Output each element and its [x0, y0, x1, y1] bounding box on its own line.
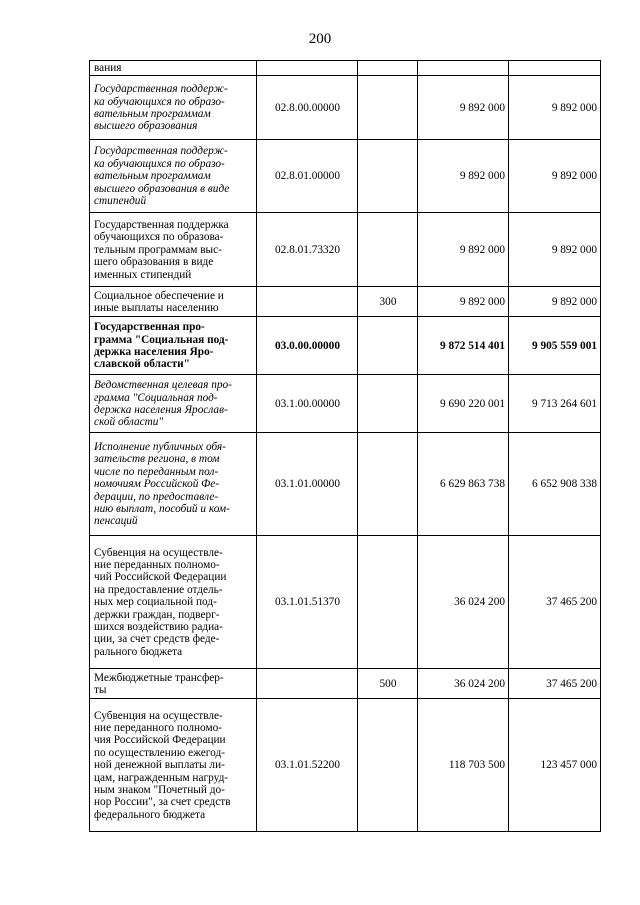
row-code-cell: 03.1.01.51370 [257, 536, 358, 669]
row-amount-2-cell: 9 713 264 601 [509, 375, 601, 433]
row-amount-2-cell: 123 457 000 [509, 699, 601, 832]
table-row [90, 76, 601, 140]
row-amount-2-cell: 6 652 908 338 [509, 433, 601, 536]
table-row [90, 317, 601, 375]
row-amount-2-cell: 9 892 000 [509, 140, 601, 213]
row-amount-1-cell: 9 892 000 [418, 76, 509, 140]
table-row [90, 699, 601, 832]
row-amount-1-cell: 9 690 220 001 [418, 375, 509, 433]
budget-table [89, 60, 601, 832]
row-name-cell: Государственная поддерж- ка обучающихся по образо- вательным программам высшего образования в виде стипендий [90, 140, 257, 213]
row-name-cell: Государственная поддержка обучающихся по образова- тельным программам выс- шего образования в виде именных стипендий [90, 213, 257, 287]
row-code-cell: 03.1.00.00000 [257, 375, 358, 433]
row-code-cell: 02.8.00.00000 [257, 76, 358, 140]
table-row [90, 287, 601, 317]
row-code-cell: 03.0.00.00000 [257, 317, 358, 375]
row-amount-1-cell: 36 024 200 [418, 669, 509, 699]
row-code-cell: 02.8.01.00000 [257, 140, 358, 213]
row-type-cell [358, 213, 418, 287]
row-type-cell [358, 536, 418, 669]
row-type-cell: 300 [358, 287, 418, 317]
row-code-cell: 03.1.01.52200 [257, 699, 358, 832]
row-amount-2-cell: 9 905 559 001 [509, 317, 601, 375]
row-amount-1-cell: 9 892 000 [418, 213, 509, 287]
table-row [90, 140, 601, 213]
row-amount-2-cell [509, 61, 601, 76]
row-name-cell: Социальное обеспечение и иные выплаты населению [90, 287, 257, 317]
row-name-cell: вания [90, 61, 257, 76]
table-row [90, 433, 601, 536]
page-number: 200 [308, 31, 332, 47]
row-amount-2-cell: 37 465 200 [509, 536, 601, 669]
row-name-cell: Субвенция на осуществле- ние переданного полномо- чия Российской Федерации по осуществлению ежегод- ной денежной выплаты ли- цам, награжденным нагруд- ным знаком "Почетный до- нор России", за счет средств федерального бюджета [90, 699, 257, 832]
row-code-cell [257, 287, 358, 317]
row-name-cell: Государственная про- грамма "Социальная под- держка населения Яро- славской области" [90, 317, 257, 375]
row-type-cell: 500 [358, 669, 418, 699]
row-name-cell: Государственная поддерж- ка обучающихся по образо- вательным программам высшего образования [90, 76, 257, 140]
row-type-cell [358, 140, 418, 213]
row-code-cell [257, 61, 358, 76]
row-type-cell [358, 61, 418, 76]
table-row [90, 669, 601, 699]
row-amount-2-cell: 9 892 000 [509, 213, 601, 287]
row-amount-1-cell: 9 892 000 [418, 287, 509, 317]
row-type-cell [358, 433, 418, 536]
row-amount-2-cell: 9 892 000 [509, 287, 601, 317]
row-code-cell: 02.8.01.73320 [257, 213, 358, 287]
row-name-cell: Ведомственная целевая про- грамма "Социальная под- держка населения Ярослав- ской области" [90, 375, 257, 433]
table-row [90, 213, 601, 287]
row-type-cell [358, 375, 418, 433]
table-row [90, 375, 601, 433]
budget-table-body [90, 61, 601, 832]
row-type-cell [358, 699, 418, 832]
table-row [90, 61, 601, 76]
row-amount-2-cell: 9 892 000 [509, 76, 601, 140]
row-amount-2-cell: 37 465 200 [509, 669, 601, 699]
row-amount-1-cell [418, 61, 509, 76]
row-amount-1-cell: 9 872 514 401 [418, 317, 509, 375]
row-type-cell [358, 317, 418, 375]
row-code-cell: 03.1.01.00000 [257, 433, 358, 536]
row-amount-1-cell: 118 703 500 [418, 699, 509, 832]
row-name-cell: Субвенция на осуществле- ние переданных полномо- чий Российской Федерации на предоставление отдель- ных мер социальной под- держки граждан, подверг- шихся воздействию радиа- ции, за счет средств феде- рального бюджета [90, 536, 257, 669]
row-amount-1-cell: 9 892 000 [418, 140, 509, 213]
row-name-cell: Исполнение публичных обя- зательств региона, в том числе по переданным пол- номочиям Российской Фе- дерации, по предоставле- нию выплат, пособий и ком- пенсаций [90, 433, 257, 536]
row-type-cell [358, 76, 418, 140]
row-name-cell: Межбюджетные трансфер- ты [90, 669, 257, 699]
row-amount-1-cell: 36 024 200 [418, 536, 509, 669]
table-row [90, 536, 601, 669]
row-code-cell [257, 669, 358, 699]
row-amount-1-cell: 6 629 863 738 [418, 433, 509, 536]
